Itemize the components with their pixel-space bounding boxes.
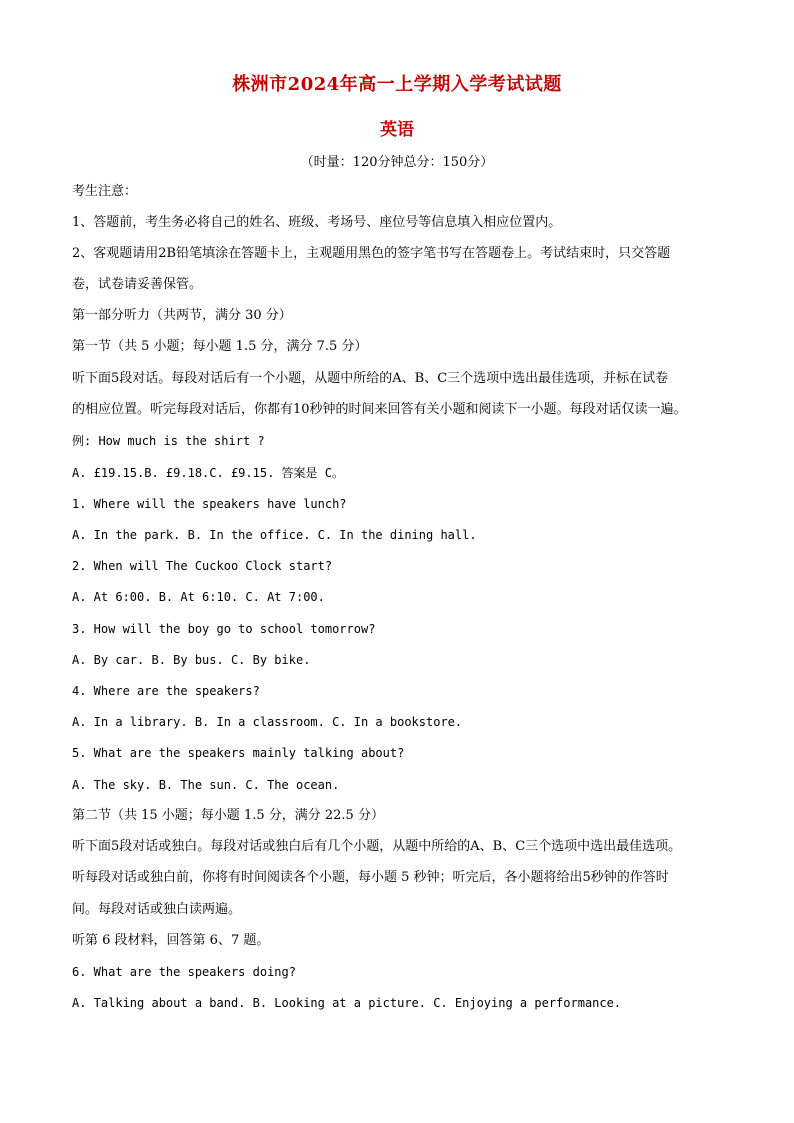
exam-subject: 英语 xyxy=(380,120,414,140)
part-one-heading: 第一部分听力（共两节，满分 30 分） xyxy=(72,308,292,323)
question-4-options: A. In a library. B. In a classroom. C. In a bookstore. xyxy=(72,715,463,729)
question-5-options: A. The sky. B. The sun. C. The ocean. xyxy=(72,778,340,792)
question-6: 6. What are the speakers doing? xyxy=(72,965,296,979)
notice-item-1: 1、答题前，考生务必将自己的姓名、班级、考场号、座位号等信息填入相应位置内。 xyxy=(72,215,562,230)
question-6-options: A. Talking about a band. B. Looking at a picture. C. Enjoying a performance. xyxy=(72,996,622,1010)
question-1-options: A. In the park. B. In the office. C. In the dining hall. xyxy=(72,528,477,542)
example-options: A. £19.15.B. £9.18.C. £9.15. 答案是 C。 xyxy=(72,466,344,480)
notice-item-2: 2、客观题请用2B铅笔填涂在答题卡上，主观题用黑色的签字笔书写在答题卷上。考试结束时，只交答题 xyxy=(72,246,671,261)
section-one-heading: 第一节（共 5 小题；每小题 1.5 分，满分 7.5 分） xyxy=(72,339,368,354)
question-1: 1. Where will the speakers have lunch? xyxy=(72,497,347,511)
section-two-instructions: 听下面5段对话或独白。每段对话或独白后有几个小题，从题中所给的A、B、C三个选项中选出最佳选项。 xyxy=(72,839,682,854)
section-one-instructions-cont: 的相应位置。听完每段对话后，你都有10秒钟的时间来回答有关小题和阅读下一小题。每段对话仅读一遍。 xyxy=(72,402,687,417)
section-two-heading: 第二节（共 15 小题；每小题 1.5 分，满分 22.5 分） xyxy=(72,808,384,823)
question-2-options: A. At 6:00. B. At 6:10. C. At 7:00. xyxy=(72,590,325,604)
section-two-instructions-cont: 听每段对话或独白前，你将有时间阅读各个小题，每小题 5 秒钟；听完后，各小题将给出5秒钟的作答时 xyxy=(72,870,669,885)
question-4: 4. Where are the speakers? xyxy=(72,684,260,698)
notice-item-2-cont: 卷，试卷请妥善保管。 xyxy=(72,277,203,292)
example-question: 例: How much is the shirt ? xyxy=(72,434,265,448)
question-3: 3. How will the boy go to school tomorrow? xyxy=(72,622,376,636)
exam-time-info: （时量：120分钟总分：150分） xyxy=(300,155,494,170)
material-6-heading: 听第 6 段材料，回答第 6、7 题。 xyxy=(72,933,270,948)
exam-title: 株洲市2024年高一上学期入学考试试题 xyxy=(232,74,562,95)
section-two-instructions-end: 间。每段对话或独白读两遍。 xyxy=(72,902,242,917)
question-3-options: A. By car. B. By bus. C. By bike. xyxy=(72,653,311,667)
question-5: 5. What are the speakers mainly talking about? xyxy=(72,746,405,760)
question-2: 2. When will The Cuckoo Clock start? xyxy=(72,559,333,573)
section-one-instructions: 听下面5段对话。每段对话后有一个小题，从题中所给的A、B、C三个选项中选出最佳选项，并标在试卷 xyxy=(72,371,669,386)
notice-heading: 考生注意： xyxy=(72,184,138,199)
